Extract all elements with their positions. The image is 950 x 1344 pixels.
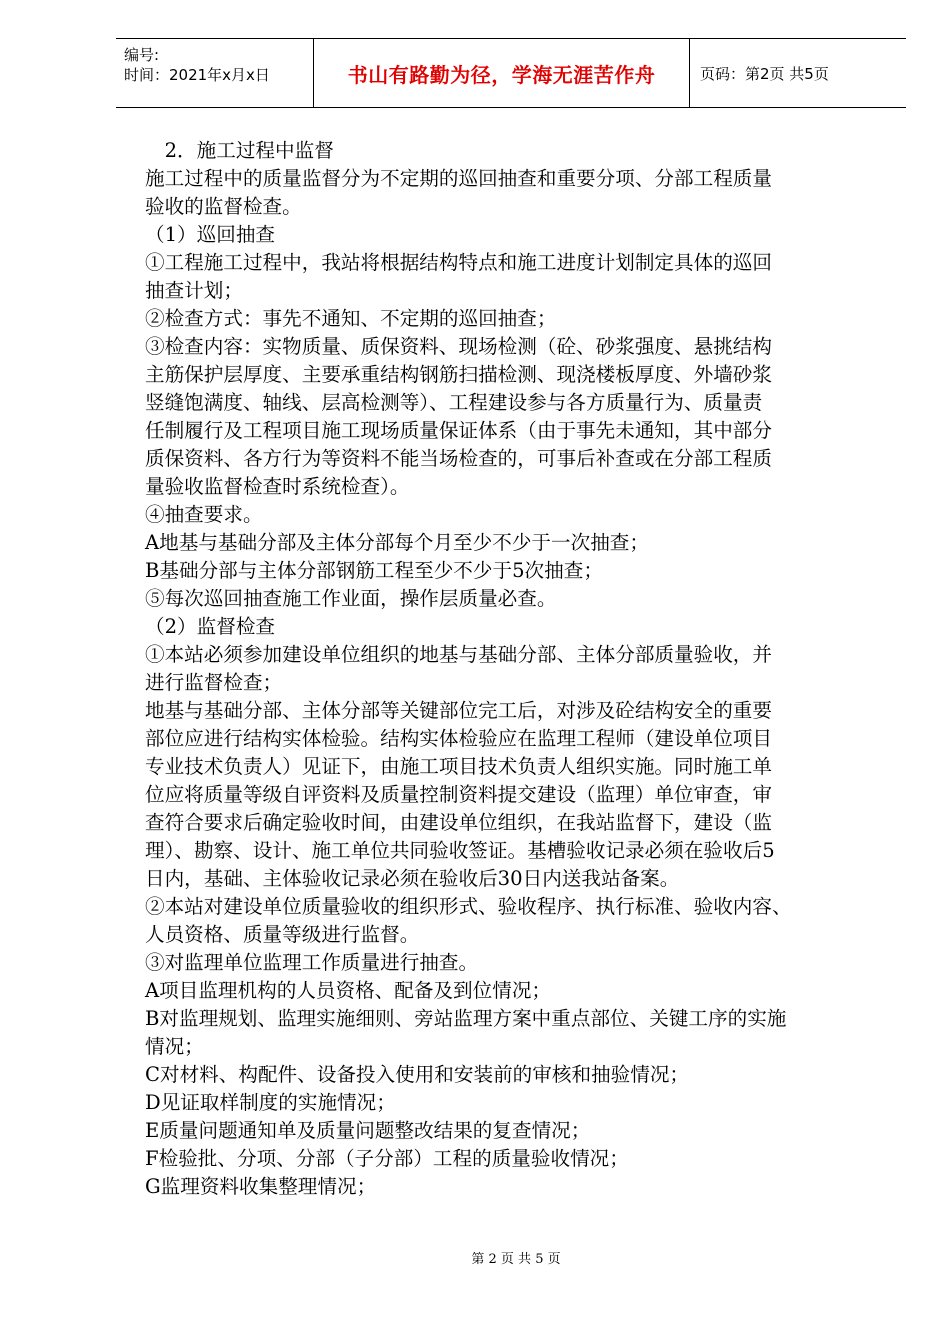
body-line: 施工过程中的质量监督分为不定期的巡回抽查和重要分项、分部工程质量 xyxy=(145,167,772,190)
body-line: 专业技术负责人）见证下，由施工项目技术负责人组织实施。同时施工单 xyxy=(145,755,772,778)
body-line: 位应将质量等级自评资料及质量控制资料提交建设（监理）单位审查，审 xyxy=(145,783,772,806)
page-header xyxy=(116,38,906,108)
body-line: G监理资料收集整理情况； xyxy=(145,1175,377,1198)
body-line: （1）巡回抽查 xyxy=(145,223,276,246)
body-line: ③对监理单位监理工作质量进行抽查。 xyxy=(145,951,479,974)
header-meta xyxy=(116,39,314,107)
document-time-label: 时间：2021年x月x日 xyxy=(124,66,270,84)
body-line: C对材料、构配件、设备投入使用和安装前的审核和抽验情况； xyxy=(145,1063,690,1086)
page-footer: 第 2 页 共 5 页 xyxy=(471,1252,561,1267)
header-page-info: 页码：第2页 共5页 xyxy=(700,64,829,83)
body-line: 进行监督检查； xyxy=(145,671,283,694)
body-line: 日内，基础、主体验收记录必须在验收后30日内送我站备案。 xyxy=(145,867,680,890)
body-line: （2）监督检查 xyxy=(145,615,276,638)
body-line: ②本站对建设单位质量验收的组织形式、验收程序、执行标准、验收内容、 xyxy=(145,895,792,918)
body-line: ⑤每次巡回抽查施工作业面，操作层质量必查。 xyxy=(145,587,557,610)
body-line: B基础分部与主体分部钢筋工程至少不少于5次抽查； xyxy=(145,559,603,582)
body-line: 2．施工过程中监督 xyxy=(145,139,334,162)
header-motto: 书山有路勤为径，学海无涯苦作舟 xyxy=(314,39,690,107)
document-body xyxy=(145,137,880,1201)
document-number-label: 编号: xyxy=(124,46,160,64)
body-line: E质量问题通知单及质量问题整改结果的复查情况； xyxy=(145,1119,591,1142)
body-line: ①本站必须参加建设单位组织的地基与基础分部、主体分部质量验收，并 xyxy=(145,643,772,666)
body-line: F检验批、分项、分部（子分部）工程的质量验收情况； xyxy=(145,1147,629,1170)
body-line: ①工程施工过程中，我站将根据结构特点和施工进度计划制定具体的巡回 xyxy=(145,251,772,274)
body-line: 查符合要求后确定验收时间，由建设单位组织，在我站监督下，建设（监 xyxy=(145,811,772,834)
body-line: 竖缝饱满度、轴线、层高检测等）、工程建设参与各方质量行为、质量责 xyxy=(145,391,763,414)
body-line: D见证取样制度的实施情况； xyxy=(145,1091,396,1114)
body-line: 验收的监督检查。 xyxy=(145,195,302,218)
body-line: 主筋保护层厚度、主要承重结构钢筋扫描检测、现浇楼板厚度、外墙砂浆 xyxy=(145,363,772,386)
body-line: 抽查计划； xyxy=(145,279,243,302)
body-line: 任制履行及工程项目施工现场质量保证体系（由于事先未通知，其中部分 xyxy=(145,419,772,442)
body-line: A项目监理机构的人员资格、配备及到位情况； xyxy=(145,979,552,1002)
body-line: 情况； xyxy=(145,1035,204,1058)
body-line: 地基与基础分部、主体分部等关键部位完工后，对涉及砼结构安全的重要 xyxy=(145,699,772,722)
body-line: B对监理规划、监理实施细则、旁站监理方案中重点部位、关键工序的实施 xyxy=(145,1007,787,1030)
body-line: ③检查内容：实物质量、质保资料、现场检测（砼、砂浆强度、悬挑结构 xyxy=(145,335,772,358)
body-line: A地基与基础分部及主体分部每个月至少不少于一次抽查； xyxy=(145,531,649,554)
body-line: 理）、勘察、设计、施工单位共同验收签证。基槽验收记录必须在验收后5 xyxy=(145,839,775,862)
body-line: ④抽查要求。 xyxy=(145,503,263,526)
body-line: 人员资格、质量等级进行监督。 xyxy=(145,923,420,946)
body-line: 部位应进行结构实体检验。结构实体检验应在监理工程师（建设单位项目 xyxy=(145,727,772,750)
body-line: 量验收监督检查时系统检查）。 xyxy=(145,475,410,498)
body-line: ②检查方式：事先不通知、不定期的巡回抽查； xyxy=(145,307,557,330)
body-line: 质保资料、各方行为等资料不能当场检查的，可事后补查或在分部工程质 xyxy=(145,447,772,470)
